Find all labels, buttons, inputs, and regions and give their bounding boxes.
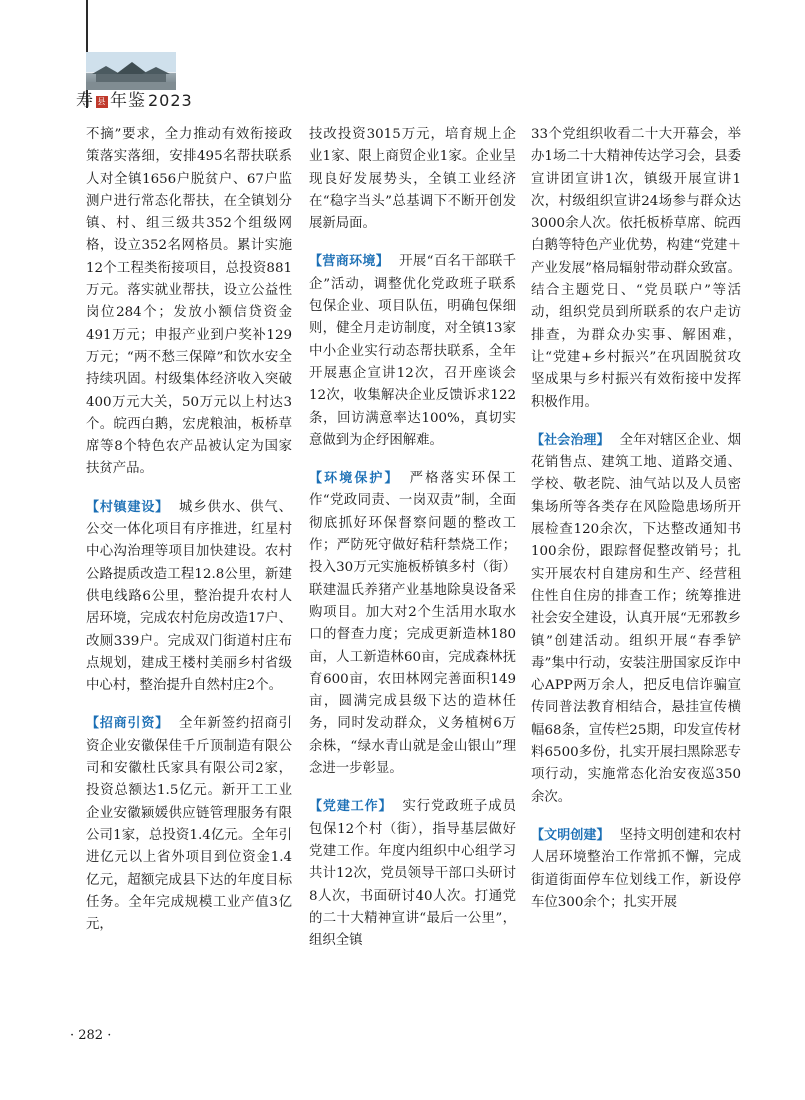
section-tag: 【党建工作】 xyxy=(309,799,393,815)
paragraph-text: 实行党政班子成员包保12个村（街），指导基层做好党建工作。年度内组织中心组学习共计12次，党员领导干部口头研讨8人次，书面研讨40人次。打通党的二十大精神宣讲“最后一公里”，组织全镇 xyxy=(309,799,516,949)
paragraph xyxy=(309,468,516,780)
yearbook-title xyxy=(76,86,193,111)
section-tag: 【环境保护】 xyxy=(309,471,400,487)
page-number: · 282 · xyxy=(70,1028,112,1043)
section-tag: 【营商环境】 xyxy=(309,254,390,270)
title-part-b: 年鉴 xyxy=(110,91,146,111)
paragraph-text: 技改投资3015万元，培育规上企业1家、限上商贸企业1家。企业呈现良好发展势头，全镇工业经济在“稳字当头”总基调下不断开创发展新局面。 xyxy=(309,127,516,232)
paragraph xyxy=(309,251,516,452)
title-part-a: 寿 xyxy=(76,91,94,111)
paragraph xyxy=(309,796,516,952)
paragraph xyxy=(86,713,292,936)
paragraph xyxy=(531,825,741,914)
paragraph xyxy=(86,497,292,698)
text-column-1 xyxy=(86,124,292,952)
section-tag: 【村镇建设】 xyxy=(86,499,170,515)
paragraph-text: 城乡供水、供气、公交一体化项目有序推进，红星村中心沟治理等项目加快建设。农村公路提质改造工程12.8公里，新建供电线路6公里，整治提升农村人居环境，完成农村危房改造17户、改厕339户。完成双门街道村庄布点规划，建成王楼村美丽乡村省级中心村，整治提升自然村庄2个。 xyxy=(86,499,292,694)
paragraph-text: 33个党组织收看二十大开幕会，举办1场二十大精神传达学习会，县委宣讲团宣讲1次，镇级开展宣讲1次，村级组织宣讲24场参与群众达3000余人次。依托板桥草席、皖西白鹅等特色产业优势，构建“党建＋产业发展”格局辐射带动群众致富。结合主题党日、“党员联户”等活动，组织党员到所联系的农户走访排查，为群众办实事、解困难，让“党建+乡村振兴”在巩固脱贫攻坚成果与乡村振兴有效衔接中发挥积极作用。 xyxy=(531,127,741,410)
seal-icon: 县 xyxy=(97,96,107,106)
header-banner-image xyxy=(86,52,176,90)
paragraph-text: 全年对辖区企业、烟花销售点、建筑工地、道路交通、学校、敬老院、油气站以及人员密集场所等各类存在风险隐患场所开展检查120余次，下达整改通知书100余份，跟踪督促整改销号；扎实开展农村自建房和生产、经营租住性自住房的排查工作；统筹推进社会安全建设，认真开展“无邪教乡镇”创建活动。组织开展“春季铲毒”集中行动，安装注册国家反诈中心APP两万余人，把反电信诈骗宣传同普法教育相结合，悬挂宣传横幅68条，宣传栏25期，印发宣传材料6500多份，扎实开展扫黑除恶专项行动，实施常态化治安夜巡350余次。 xyxy=(531,432,741,805)
paragraph xyxy=(309,124,516,235)
paragraph-text: 全年新签约招商引资企业安徽保佳千斤顶制造有限公司和安徽杜氏家具有限公司2家，投资总额达1.5亿元。新开工工业企业安徽颍媛供应链管理服务有限公司1家，总投资1.4亿元。全年引进亿元以上省外项目到位资金1.4亿元，超额完成县下达的年度目标任务。全年完成规模工业产值3亿元， xyxy=(86,716,292,933)
yearbook-year: 2023 xyxy=(148,91,193,110)
paragraph xyxy=(531,124,741,414)
paragraph-text: 开展“百名干部联千企”活动，调整优化党政班子联系包保企业、项目队伍，明确包保细则，健全月走访制度，对全镇13家中小企业实行动态帮扶联系，全年开展惠企宣讲12次，召开座谈会12次，收集解决企业反馈诉求122条，回访满意率达100%，真切实意做到为企纾困解难。 xyxy=(309,254,516,448)
paragraph-text: 严格落实环保工作“党政同责、一岗双责”制，全面彻底抓好环保督察问题的整改工作；严防死守做好秸秆禁烧工作；投入30万元实施板桥镇多村（街）联建温氏养猪产业基地除臭设备采购项目。加大对2个生活用水取水口的督查力度；完成更新造林180亩，人工新造林60亩，完成森林抚育600亩，农田林网完善面积149亩，圆满完成县级下达的造林任务，同时发动群众，义务植树6万余株，“绿水青山就是金山银山”理念进一步彰显。 xyxy=(309,471,516,777)
paragraph-text: 不摘”要求，全力推动有效衔接政策落实落细，安排495名帮扶联系人对全镇1656户脱贫户、67户监测户进行常态化帮扶，在全镇划分镇、村、组三级共352个组级网格，设立352名网格员。累计实施12个工程类衔接项目，总投资881万元。落实就业帮扶，设立公益性岗位284个；发放小额信贷资金491万元；申报产业到户奖补129万元；“两不愁三保障”和饮水安全持续巩固。村级集体经济收入突破400万元大关，50万元以上村达3个。皖西白鹅，宏虎粮油，板桥草席等8个特色农产品被认定为国家扶贫产品。 xyxy=(86,127,292,477)
paragraph-text: 坚持文明创建和农村人居环境整治工作常抓不懈，完成街道街面停车位划线工作，新设停车位300余个；扎实开展 xyxy=(531,827,741,910)
section-tag: 【文明创建】 xyxy=(531,827,610,843)
text-column-2 xyxy=(309,124,516,968)
section-tag: 【社会治理】 xyxy=(531,432,610,448)
text-column-3 xyxy=(531,124,741,930)
paragraph xyxy=(531,430,741,809)
paragraph xyxy=(86,124,292,481)
section-tag: 【招商引资】 xyxy=(86,716,170,732)
